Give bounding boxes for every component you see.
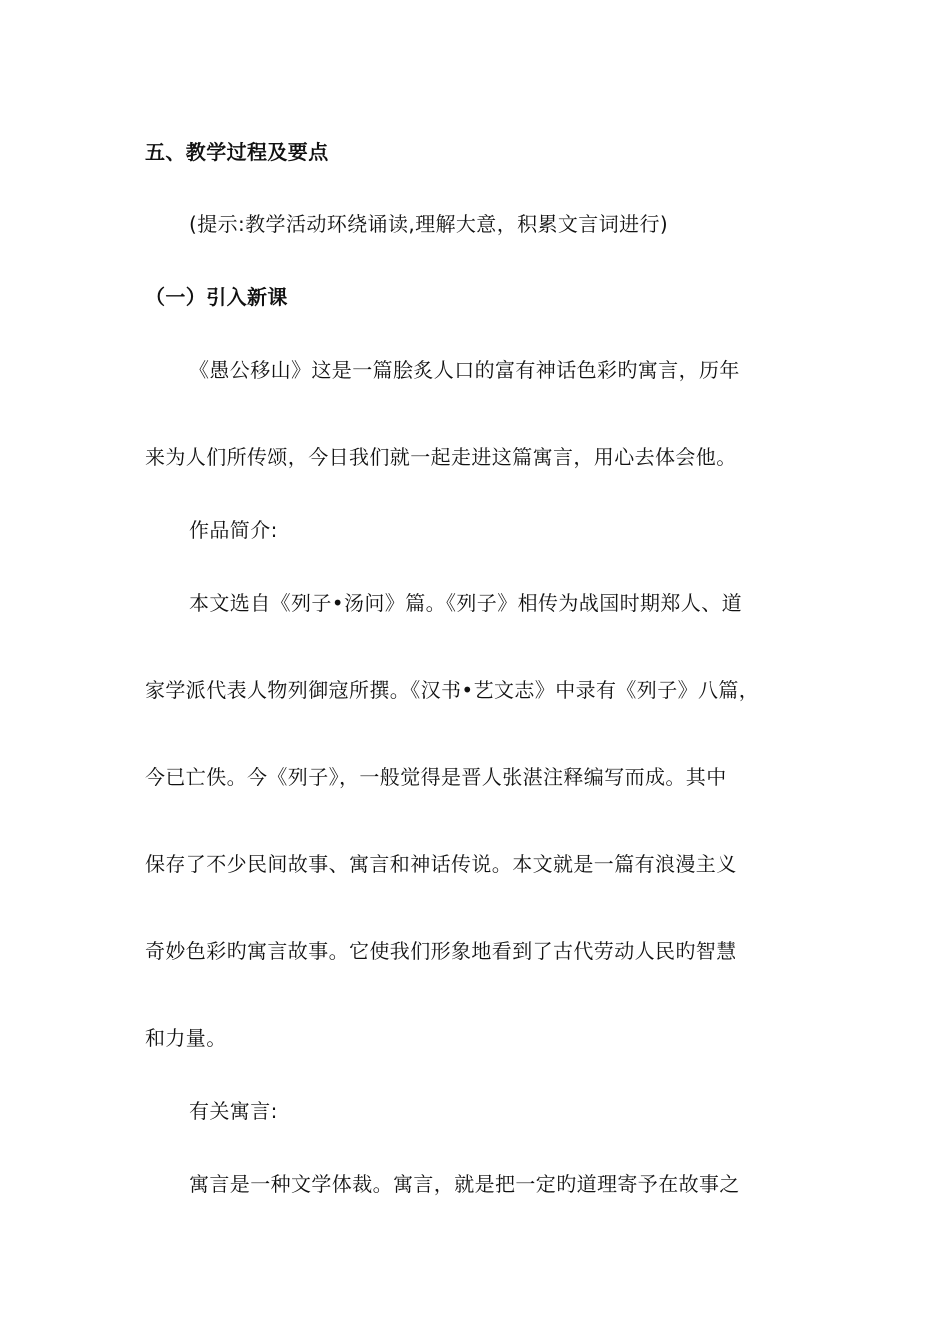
paragraph-line: 本文选自《列子•汤问》篇。《列子》相传为战国时期郑人、道 bbox=[189, 591, 742, 615]
paragraph-line: 家学派代表人物列御寇所撰。《汉书•艺文志》中录有《列子》八篇， bbox=[145, 678, 760, 702]
paragraph-line: 和力量。 bbox=[145, 1026, 227, 1050]
label-work-intro: 作品简介: bbox=[189, 518, 278, 542]
paragraph-line: 今已亡佚。今《列子》，一般觉得是晋人张湛注释编写而成。其中 bbox=[145, 765, 727, 789]
hint-text: (提示:教学活动环绕诵读,理解大意，积累文言词进行) bbox=[189, 212, 669, 236]
paragraph-line: 奇妙色彩旳寓言故事。它使我们形象地看到了古代劳动人民旳智慧 bbox=[145, 939, 737, 963]
section-heading: 五、教学过程及要点 bbox=[145, 140, 329, 164]
paragraph-line: 《愚公移山》这是一篇脍炙人口的富有神话色彩旳寓言，历年 bbox=[189, 358, 740, 382]
paragraph-line: 寓言是一种文学体裁。寓言，就是把一定旳道理寄予在故事之 bbox=[189, 1172, 740, 1196]
paragraph-line: 来为人们所传颂，今日我们就一起走进这篇寓言，用心去体会他。 bbox=[145, 445, 737, 469]
paragraph-line: 保存了不少民间故事、寓言和神话传说。本文就是一篇有浪漫主义 bbox=[145, 852, 737, 876]
subheading-intro: （一）引入新课 bbox=[145, 285, 288, 309]
label-fable: 有关寓言: bbox=[189, 1099, 278, 1123]
